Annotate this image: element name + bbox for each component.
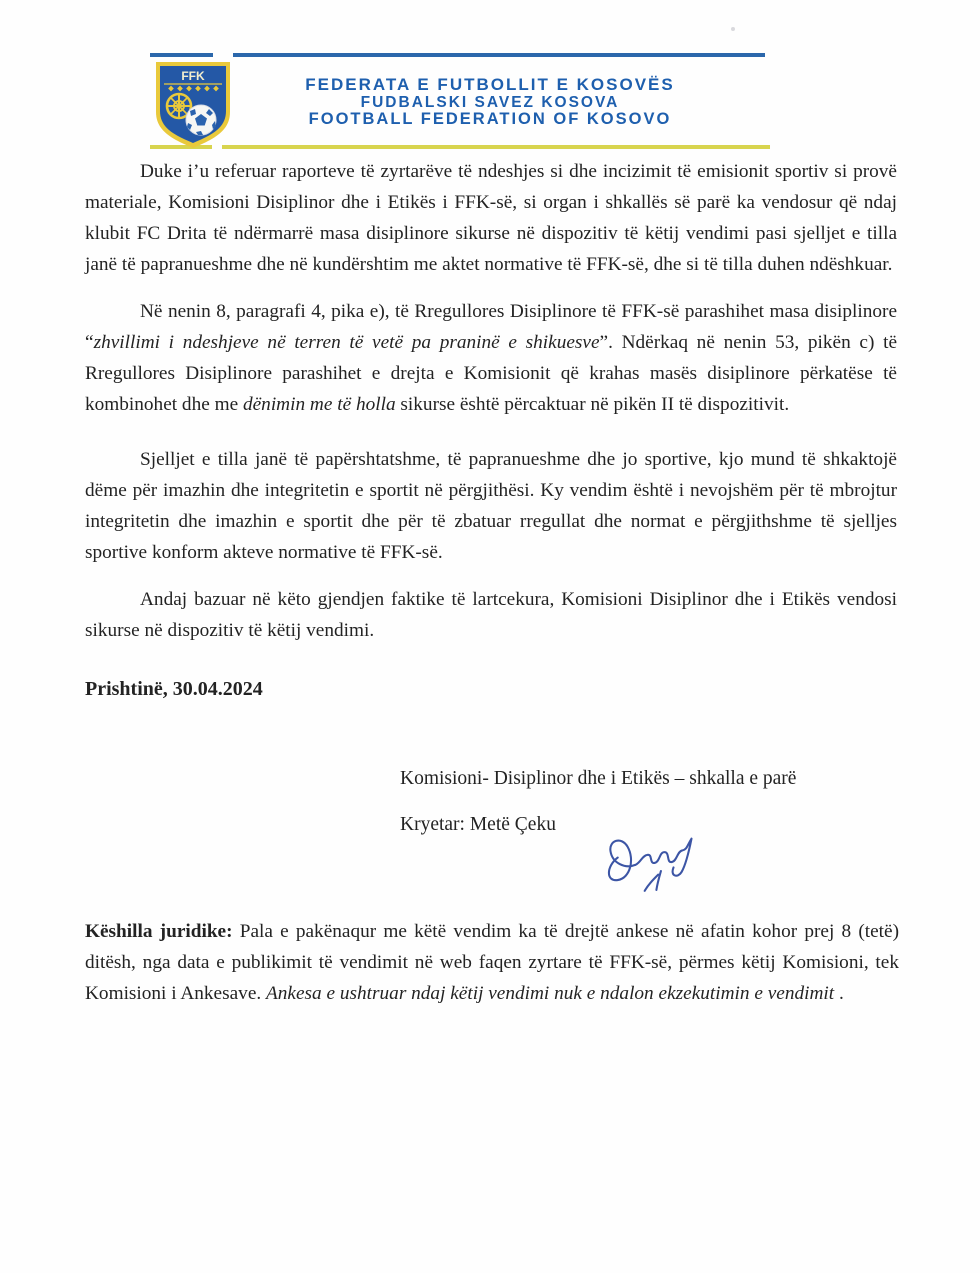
crest-abbr-text: FFK (181, 69, 205, 83)
letterhead-org-name (250, 76, 730, 129)
signature-image (588, 798, 714, 900)
ffk-logo (154, 61, 232, 149)
org-name-serbian: FUDBALSKI SAVEZ KOSOVA (360, 93, 620, 111)
chairman-line: Kryetar: Metë Çeku (400, 814, 556, 835)
legal-advice-text-end: . (834, 983, 844, 1004)
committee-line: Komisioni- Disiplinor dhe i Etikës – shkalla e parë (400, 768, 797, 789)
decision-paragraph-1 (85, 156, 897, 280)
letterhead-rule-bottom-right (222, 145, 770, 149)
scan-artifact-speck (731, 27, 735, 31)
place-date-line: Prishtinë, 30.04.2024 (85, 678, 263, 700)
legal-advice-label: Këshilla juridike: (85, 921, 233, 942)
org-name-albanian: FEDERATA E FUTBOLLIT E KOSOVËS (305, 75, 675, 94)
legal-advice-text: Pala e pakënaqur me këtë vendim ka të drejtë ankese në afatin kohor prej 8 (tetë) ditësh, nga data e publikimit të vendimit në web faqen zyrtare të FFK-së, përmes këtij Komisioni, tek Komisioni i Ankesave. (85, 921, 899, 1004)
letterhead-rule-top-left (150, 53, 213, 57)
decision-paragraph-2 (85, 296, 897, 420)
quoted-measure-text: zhvillimi i ndeshjeve në terren të vetë pa praninë e shikuesve (93, 332, 600, 353)
decision-body (85, 156, 897, 662)
decision-paragraph-4 (85, 584, 897, 646)
fine-clause-text: dënimin me të holla (242, 394, 396, 415)
paragraph-text: Sjelljet e tilla janë të papërshtatshme, të papranueshme dhe jo sportive, kjo mund të shkaktojë dëme për imazhin dhe integritetin e sportit në përgjithësi. Ky vendim është i nevojshëm për të mbrojtur integritetin dhe imazhin e sportit dhe për të zbatuar rregullat dhe normat e përgjithshme të sjelljes sportive konform akteve normative të FFK-së. (85, 449, 897, 563)
letterhead-rule-top-right (233, 53, 765, 57)
paragraph-text: sikurse është përcaktuar në pikën II të dispozitivit. (395, 394, 790, 415)
paragraph-text: ”. Ndërkaq në nenin 53, pikën c) të Rregullores Disiplinore parashihet e drejta e Komisionit që krahas masës disiplinore përkatëse të kombinohet dhe me (85, 332, 898, 415)
legal-advice-paragraph (85, 916, 899, 1009)
paragraph-text: Duke i’u referuar raporteve të zyrtarëve të ndeshjes si dhe incizimit të emisionit sportiv si provë materiale, Komisioni Disiplinor dhe i Etikës i FFK-së, si organ i shkallës së parë ka vendosur që ndaj klubit FC Drita të ndërmarrë masa disiplinore sikurse në dispozitiv të këtij vendimi pasi sjelljet e tilla janë të papranueshme dhe në kundërshtim me aktet normative të FFK-së, dhe si të tilla duhen ndëshkuar. (85, 161, 897, 275)
paragraph-text: Në nenin 8, paragrafi 4, pika e), të Rregullores Disiplinore të FFK-së parashihet masa disiplinore “ (85, 301, 897, 353)
paragraph-text: Andaj bazuar në këto gjendjen faktike të lartcekura, Komisioni Disiplinor dhe i Etikës vendosi sikurse në dispozitiv të këtij vendimi. (85, 589, 897, 641)
legal-advice-italic-text: Ankesa e ushtruar ndaj këtij vendimi nuk e ndalon ekzekutimin e vendimit (266, 983, 835, 1004)
decision-paragraph-3 (85, 444, 897, 568)
org-name-english: FOOTBALL FEDERATION OF KOSOVO (308, 110, 672, 128)
crest-football (186, 105, 216, 135)
